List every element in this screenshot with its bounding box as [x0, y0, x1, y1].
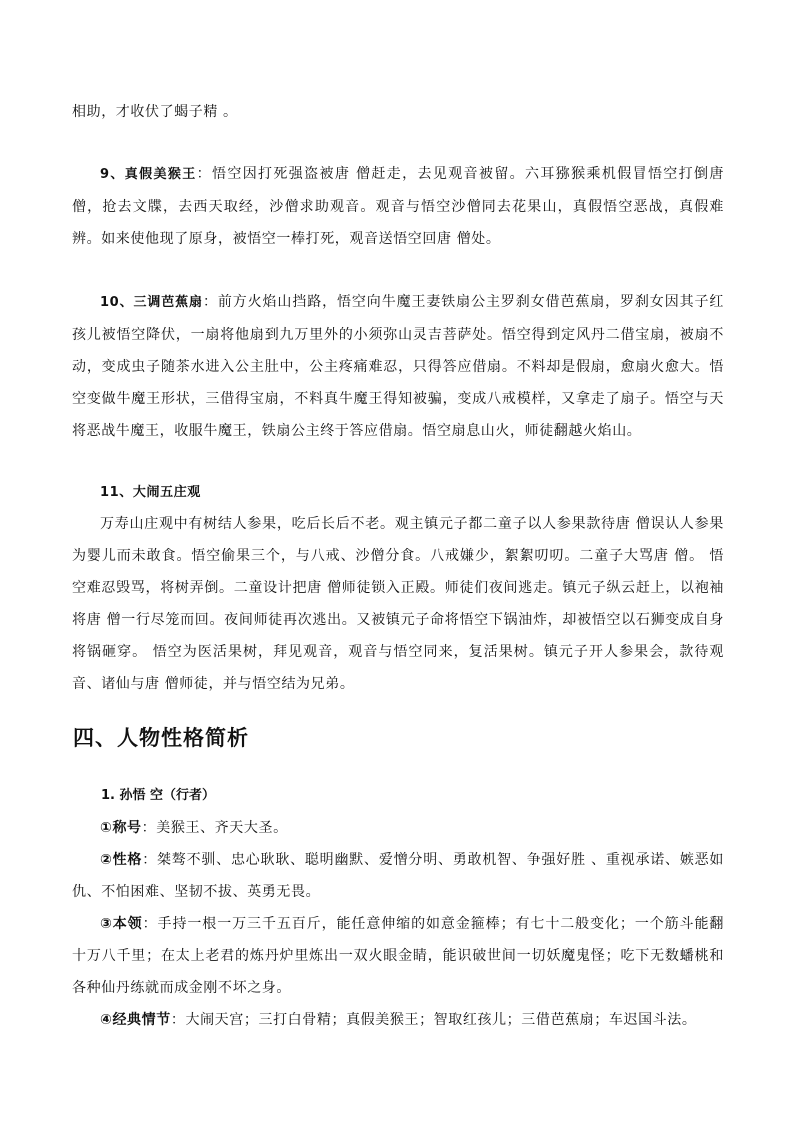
story-9-title: 9、真假美猴王: [100, 167, 197, 182]
story-10-paragraph: [72, 286, 724, 447]
attribute-episodes-colon: ：: [170, 1012, 186, 1028]
attribute-skills-label: ③本领: [100, 916, 143, 932]
attribute-personality-colon: ：: [142, 852, 158, 868]
character-title: 1. 孙悟 空（行者）: [101, 788, 216, 803]
attribute-episodes-paragraph: [72, 1004, 724, 1036]
continuation-text: 相助，才收伏了蝎子精 。: [72, 104, 238, 120]
attribute-title-colon: ：: [141, 820, 157, 836]
attribute-skills-text: 手持一根一万三千五百斤，能任意伸缩的如意金箍棒；有七十二般变化；一个筋斗能翻十万八千里；在太上老君的炼丹炉里炼出一双火眼金睛，能识破世间一切妖魔鬼怪；吃下无数蟠桃和各种仙丹练就而成金刚不坏之身。: [72, 916, 724, 996]
story-9-text: 悟空因打死强盗被唐 僧赶走，去见观音被留。六耳猕猴乘机假冒悟空打倒唐 僧，抢去文牒，去西天取经，沙僧求助观音。观音与悟空沙僧同去花果山，真假悟空恶战，真假难辨。如来使他现了原身，被悟空一棒打死，观音送悟空回唐 僧处。: [72, 166, 724, 247]
attribute-title-label: ①称号: [100, 820, 142, 836]
story-11-title-paragraph: [72, 476, 724, 509]
attribute-personality-text: 桀骜不驯、忠心耿耿、聪明幽默、爱憎分明、勇敢机智、争强好胜 、重视承诺、嫉恶如仇、不怕困难、坚韧不拔、英勇无畏。: [72, 852, 724, 900]
story-10-text: 前方火焰山挡路，悟空向牛魔王妻铁扇公主罗刹女借芭蕉扇，罗刹女因其子红孩儿被悟空降伏，一扇将他扇到九万里外的小须弥山灵吉菩萨处。悟空得到定风丹二借宝扇，被扇不动，变成虫子随茶水进入公主肚中，公主疼痛难忍，只得答应借扇。不料却是假扇，愈扇火愈大。悟空变做牛魔王形状，三借得宝扇，不料真牛魔王得知被骗，变成八戒模样，又拿走了扇子。悟空与天将恶战牛魔王，收服牛魔王，铁扇公主终于答应借扇。悟空扇息山火，师徒翻越火焰山。: [72, 294, 724, 439]
attribute-skills-colon: ：: [142, 916, 158, 932]
story-11-text: 万寿山庄观中有树结人参果，吃后长后不老。观主镇元子都二童子以人参果款待唐 僧误认人参果为婴儿而未敢食。悟空偷果三个，与八戒、沙僧分食。八戒嫌少，絮絮叨叨。二童子大骂唐 僧。 悟空难忍毁骂，将树弄倒。二童设计把唐 僧师徒锁入正殿。师徒们夜间逃走。镇元子纵云赶上，以袍袖将唐 僧一行尽笼而回。夜间师徒再次逃出。又被镇元子命将悟空下锅油炸，却被悟空以石狮变成自身将锅砸穿。 悟空为医活果树，拜见观音，观音与悟空同来，复活果树。镇元子开人参果会，款待观音、诸仙与唐 僧师徒，并与悟空结为兄弟。: [72, 516, 724, 692]
story-10-title: 10、三调芭蕉扇: [100, 295, 203, 310]
attribute-episodes-label: ④经典情节: [100, 1012, 171, 1028]
attribute-personality-paragraph: [72, 844, 724, 908]
story-9-paragraph: [72, 158, 724, 255]
attribute-title-text: 美猴王、齐天大圣。: [156, 820, 288, 836]
story-10-colon: ：: [202, 294, 218, 310]
attribute-skills-paragraph: [72, 908, 724, 1004]
continuation-paragraph: [72, 96, 724, 128]
attribute-episodes-text: 大闹天宫；三打白骨精；真假美猴王；智取红孩儿；三借芭蕉扇；车迟国斗法。: [185, 1012, 697, 1028]
attribute-title-paragraph: [72, 812, 724, 844]
section-heading: 四、人物性格简析: [73, 725, 249, 750]
story-9-colon: ：: [196, 166, 212, 182]
story-11-paragraph: [72, 508, 724, 700]
attribute-personality-label: ②性格: [100, 852, 143, 868]
story-11-title: 11、大闹五庄观: [100, 485, 201, 500]
